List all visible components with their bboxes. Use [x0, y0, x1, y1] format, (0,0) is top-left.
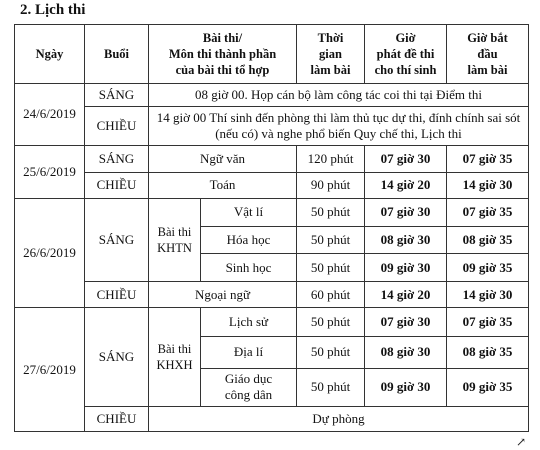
subject-cell: Sinh học — [201, 254, 297, 282]
exam-schedule-table — [14, 24, 529, 432]
start-time-cell: 09 giờ 35 — [447, 369, 529, 407]
subject-cell: Địa lí — [201, 336, 297, 368]
subject-cell: Lịch sử — [201, 308, 297, 336]
duration-cell: 60 phút — [297, 282, 365, 308]
table-row — [15, 106, 529, 146]
table-row — [15, 282, 529, 308]
duration-cell: 50 phút — [297, 369, 365, 407]
header-gio-bat-dau: Giờ bắt đầu làm bài — [447, 25, 529, 84]
duration-cell: 90 phút — [297, 172, 365, 198]
duration-cell: 120 phút — [297, 146, 365, 172]
date-cell: 25/6/2019 — [15, 146, 85, 198]
start-time-cell: 08 giờ 35 — [447, 336, 529, 368]
duration-cell: 50 phút — [297, 308, 365, 336]
start-time-cell: 14 giờ 30 — [447, 282, 529, 308]
distribute-time-cell: 08 giờ 30 — [365, 336, 447, 368]
distribute-time-cell: 08 giờ 30 — [365, 226, 447, 253]
table-row — [15, 146, 529, 172]
distribute-time-cell: 07 giờ 30 — [365, 146, 447, 172]
table-row — [15, 406, 529, 431]
header-buoi: Buổi — [85, 25, 149, 84]
session-cell: SÁNG — [85, 146, 149, 172]
header-row — [15, 25, 529, 84]
session-cell: SÁNG — [85, 198, 149, 282]
session-cell: CHIỀU — [85, 106, 149, 146]
subject-cell: Hóa học — [201, 226, 297, 253]
table-row — [15, 83, 529, 106]
start-time-cell: 09 giờ 35 — [447, 254, 529, 282]
start-time-cell: 08 giờ 35 — [447, 226, 529, 253]
duration-cell: 50 phút — [297, 336, 365, 368]
header-thoi-gian: Thời gian làm bài — [297, 25, 365, 84]
subject-cell: Ngữ văn — [149, 146, 297, 172]
header-ngay: Ngày — [15, 25, 85, 84]
note-cell: 08 giờ 00. Họp cán bộ làm công tác coi thi tại Điểm thi — [149, 83, 529, 106]
subject-cell: Vật lí — [201, 198, 297, 226]
note-cell: Dự phòng — [149, 406, 529, 431]
section-heading: 2. Lịch thi — [20, 2, 86, 18]
subject-cell: Ngoại ngữ — [149, 282, 297, 308]
date-cell: 24/6/2019 — [15, 83, 85, 146]
start-time-cell: 14 giờ 30 — [447, 172, 529, 198]
table-row — [15, 198, 529, 226]
session-cell: CHIỀU — [85, 172, 149, 198]
session-cell: SÁNG — [85, 308, 149, 406]
duration-cell: 50 phút — [297, 226, 365, 253]
group-cell: Bài thi KHXH — [149, 308, 201, 406]
session-cell: CHIỀU — [85, 282, 149, 308]
session-cell: SÁNG — [85, 83, 149, 106]
duration-cell: 50 phút — [297, 198, 365, 226]
start-time-cell: 07 giờ 35 — [447, 146, 529, 172]
session-cell: CHIỀU — [85, 406, 149, 431]
distribute-time-cell: 07 giờ 30 — [365, 308, 447, 336]
date-cell: 27/6/2019 — [15, 308, 85, 432]
subject-cell: Toán — [149, 172, 297, 198]
distribute-time-cell: 09 giờ 30 — [365, 254, 447, 282]
subject-cell: Giáo dục công dân — [201, 369, 297, 407]
duration-cell: 50 phút — [297, 254, 365, 282]
distribute-time-cell: 14 giờ 20 — [365, 282, 447, 308]
note-cell: 14 giờ 00 Thí sinh đến phòng thi làm thủ tục dự thi, đính chính sai sót (nếu có) và nghe phổ biến Quy chế thi, Lịch thi — [149, 106, 529, 146]
corner-mark-icon: ↗ — [515, 435, 526, 449]
group-cell: Bài thi KHTN — [149, 198, 201, 282]
distribute-time-cell: 09 giờ 30 — [365, 369, 447, 407]
start-time-cell: 07 giờ 35 — [447, 198, 529, 226]
date-cell: 26/6/2019 — [15, 198, 85, 308]
header-gio-phat: Giờ phát đề thi cho thí sinh — [365, 25, 447, 84]
distribute-time-cell: 07 giờ 30 — [365, 198, 447, 226]
table-row — [15, 172, 529, 198]
table-row — [15, 308, 529, 336]
header-bai-thi: Bài thi/ Môn thi thành phần của bài thi tổ hợp — [149, 25, 297, 84]
distribute-time-cell: 14 giờ 20 — [365, 172, 447, 198]
start-time-cell: 07 giờ 35 — [447, 308, 529, 336]
